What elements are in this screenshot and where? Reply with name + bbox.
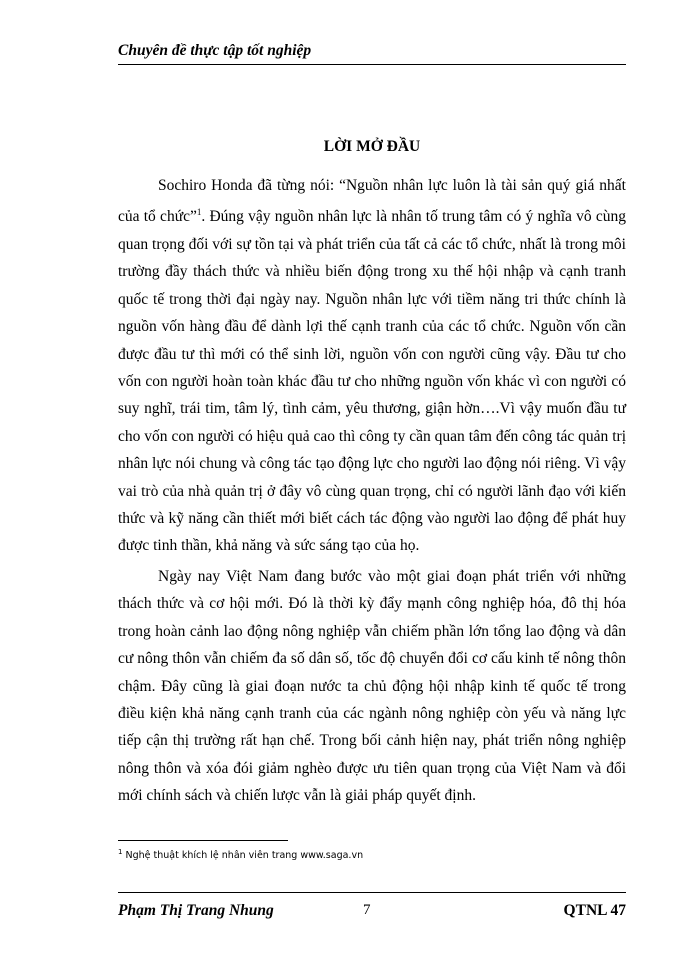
page-number: 7 bbox=[363, 902, 371, 918]
footnote bbox=[118, 848, 363, 861]
section-heading: LỜI MỞ ĐẦU bbox=[323, 138, 421, 155]
footnote-reference[interactable]: 1 bbox=[196, 207, 202, 218]
footer-author: Phạm Thị Trang Nhung bbox=[118, 902, 274, 919]
footnote-divider bbox=[118, 840, 288, 841]
footer-class-code: QTNL 47 bbox=[563, 902, 626, 919]
header-divider bbox=[118, 64, 626, 65]
footer-divider bbox=[118, 892, 626, 893]
paragraph-2: Ngày nay Việt Nam đang bước vào một giai đoạn phát triển với những thách thức và cơ hội mới. Đó là thời kỳ đẩy mạnh công nghiệp hóa, đô thị hóa trong hoàn cảnh lao động nông nghiệp vẫn chiếm phần lớn tổng lao động và dân cư nông thôn vẫn chiếm đa số dân số, tốc độ chuyển đổi cơ cấu kinh tế nông thôn chậm. Đây cũng là giai đoạn nước ta chủ động hội nhập kinh tế quốc tế trong điều kiện khả năng cạnh tranh của các ngành nông nghiệp còn yếu và năng lực tiếp cận thị trường rất hạn chế. Trong bối cảnh hiện nay, phát triển nông nghiệp nông thôn và xóa đói giảm nghèo được ưu tiên quan trọng của Việt Nam và đổi mới chính sách và chiến lược vẫn là giải pháp quyết định. bbox=[118, 568, 626, 805]
paragraph-1-text-rest: . Đúng vậy nguồn nhân lực là nhân tố trung tâm có ý nghĩa vô cùng quan trọng đối với sự tồn tại và phát triển của tất cả các tổ chức, nhất là trong môi trường đầy thách thức và nhiều biến động trong xu thế hội nhập và cạnh tranh quốc tế trong thời đại ngày nay. Nguồn nhân lực với tiềm năng tri thức chính là nguồn vốn hàng đầu để dành lợi thế cạnh tranh của các tổ chức. Nguồn vốn cần được đầu tư thì mới có thể sinh lời, nguồn vốn con người cũng vậy. Đầu tư cho vốn con người hoàn toàn khác đầu tư cho những nguồn vốn khác vì con người có suy nghĩ, trái tim, tâm lý, tình cảm, yêu thương, giận hờn….Vì vậy muốn đầu tư cho vốn con người có hiệu quả cao thì công ty cần quan tâm đến công tác quản trị nhân lực nói chung và công tác tạo động lực cho người lao động nói riêng. Vì vậy vai trò của nhà quản trị ở đây vô cùng quan trọng, chỉ có người lãnh đạo với kiến thức và kỹ năng cần thiết mới biết cách tác động vào người lao động để phát huy được tinh thần, khả năng và sức sáng tạo của họ. bbox=[118, 208, 626, 555]
paragraph-1-text-start: Sochiro Honda đã từng nói: “Nguồn nhân lực luôn là tài sản quý giá nhất của tổ chức” bbox=[118, 177, 626, 226]
paragraph-1 bbox=[118, 172, 626, 560]
page-header-title: Chuyên đề thực tập tốt nghiệp bbox=[118, 42, 312, 59]
footnote-text: Nghệ thuật khích lệ nhân viên trang www.saga.vn bbox=[122, 850, 364, 862]
footnote-marker: 1 bbox=[118, 848, 123, 856]
